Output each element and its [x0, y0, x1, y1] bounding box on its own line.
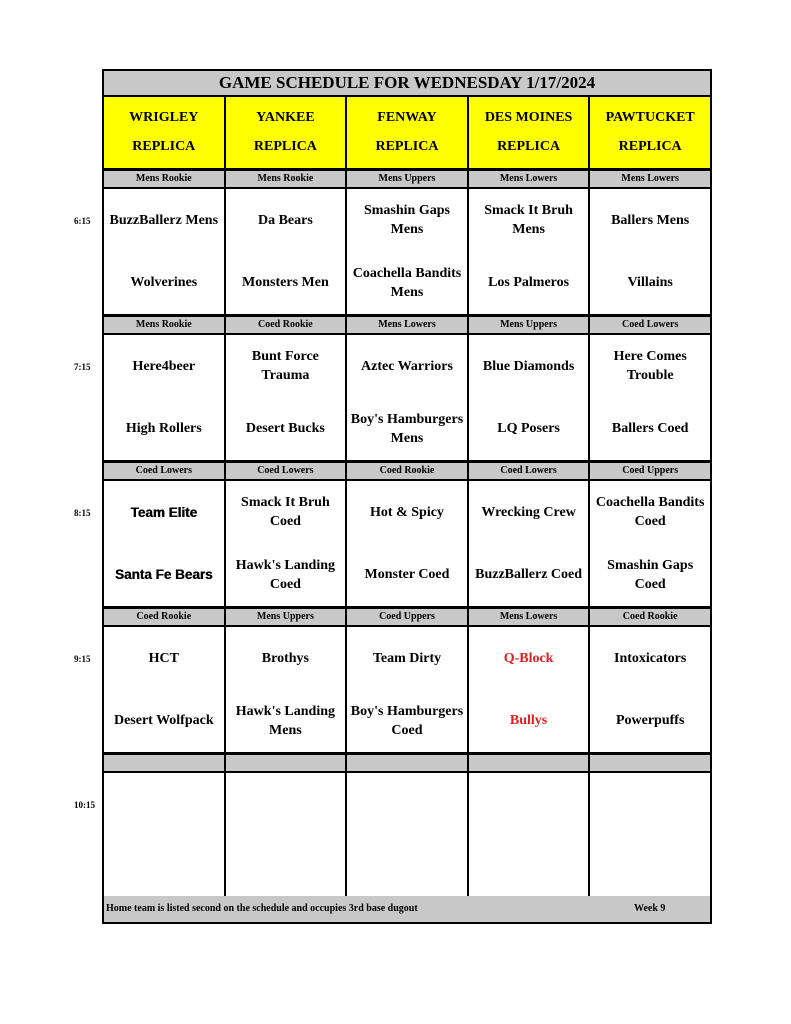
home-team: LQ Posers — [497, 421, 560, 437]
game-cell — [226, 335, 348, 460]
footer-note: Home team is listed second on the schedule and occupies 3rd base dugout — [106, 903, 418, 914]
game-cell — [590, 773, 710, 898]
game-cell — [347, 773, 469, 898]
away-team — [469, 773, 589, 836]
field-name: PAWTUCKET — [605, 109, 695, 125]
home-team: Boy's Hamburgers Mens — [350, 411, 464, 446]
division-row-1015 — [104, 755, 710, 773]
field-yankee — [226, 97, 348, 168]
game-cell — [469, 481, 591, 606]
division-label — [469, 755, 591, 771]
slot-row-615 — [104, 189, 710, 317]
division-label: Mens Uppers — [347, 171, 469, 187]
division-label — [226, 755, 348, 771]
home-team: Coachella Bandits Mens — [352, 265, 462, 300]
division-label: Coed Rookie — [622, 611, 678, 622]
game-cell — [469, 773, 591, 898]
time-label-715: 7:15 — [74, 362, 91, 372]
home-team: Powerpuffs — [615, 713, 685, 729]
division-label: Coed Lowers — [226, 463, 348, 479]
away-team: Hot & Spicy — [370, 504, 444, 520]
field-name: FENWAY — [377, 109, 437, 125]
division-label: Coed Lowers — [621, 319, 679, 330]
game-cell — [347, 189, 469, 314]
division-label: Mens Rookie — [104, 317, 226, 333]
division-label — [104, 755, 226, 771]
game-cell — [226, 189, 348, 314]
game-cell — [347, 627, 469, 752]
division-label: Mens Rookie — [104, 171, 226, 187]
home-team: High Rollers — [125, 421, 202, 437]
division-label: Coed Rookie — [104, 609, 226, 625]
field-name: WRIGLEY — [129, 109, 199, 125]
home-team — [590, 836, 710, 899]
division-label: Coed Lowers — [104, 463, 226, 479]
home-team: Hawk's Landing Coed — [235, 557, 335, 592]
away-team — [104, 773, 224, 836]
field-des-moines — [469, 97, 591, 168]
game-cell — [469, 189, 591, 314]
game-cell — [104, 627, 226, 752]
division-label: Mens Lowers — [469, 171, 591, 187]
home-team: Desert Bucks — [245, 421, 325, 437]
field-wrigley — [104, 97, 226, 168]
home-team: Bullys — [509, 713, 548, 729]
away-team — [226, 773, 346, 836]
home-team — [469, 836, 589, 899]
away-team: Smashin Gaps Mens — [363, 203, 450, 238]
division-label: Coed Lowers — [469, 463, 591, 479]
time-label-815: 8:15 — [74, 508, 91, 518]
division-row-815 — [104, 463, 710, 481]
slot-row-815 — [104, 481, 710, 609]
game-cell — [104, 335, 226, 460]
game-cell — [104, 773, 226, 898]
home-team: Villains — [627, 275, 673, 291]
time-label-915: 9:15 — [74, 654, 91, 664]
time-label-615: 6:15 — [74, 216, 91, 226]
away-team — [590, 773, 710, 836]
game-cell — [469, 627, 591, 752]
game-cell — [590, 335, 710, 460]
away-team: Wrecking Crew — [481, 504, 576, 520]
game-cell — [469, 335, 591, 460]
division-row-915 — [104, 609, 710, 627]
time-label-1015: 10:15 — [74, 800, 95, 810]
field-pawtucket — [590, 97, 710, 168]
away-team: Brothys — [261, 650, 309, 666]
game-cell — [226, 627, 348, 752]
slot-row-715 — [104, 335, 710, 463]
home-team: Smashin Gaps Coed — [607, 557, 694, 592]
home-team: Wolverines — [130, 275, 198, 291]
home-team: Ballers Coed — [611, 421, 689, 437]
home-team — [347, 836, 467, 899]
home-team: Monsters Men — [242, 275, 329, 291]
game-cell — [590, 189, 710, 314]
away-team: HCT — [148, 650, 179, 666]
division-label: Mens Lowers — [347, 317, 469, 333]
game-cell — [347, 335, 469, 460]
away-team: Team Elite — [130, 504, 198, 520]
home-team: Los Palmeros — [488, 275, 570, 291]
game-cell — [226, 481, 348, 606]
away-team: Bunt Force Trauma — [251, 349, 319, 384]
field-header-row — [104, 97, 710, 171]
division-label — [590, 755, 710, 771]
division-label: Mens Uppers — [226, 609, 348, 625]
division-label: Coed Rookie — [226, 317, 348, 333]
week-label: Week 9 — [634, 903, 666, 914]
division-label — [347, 755, 469, 771]
slot-row-915 — [104, 627, 710, 755]
home-team: Monster Coed — [364, 567, 450, 583]
away-team: Here4beer — [132, 358, 196, 374]
field-name: YANKEE — [256, 109, 315, 125]
home-team — [104, 836, 224, 899]
division-row-615 — [104, 171, 710, 189]
division-label: Coed Rookie — [347, 463, 469, 479]
game-cell — [104, 189, 226, 314]
away-team: Ballers Mens — [611, 212, 690, 228]
game-cell — [590, 481, 710, 606]
division-label: Coed Uppers — [622, 465, 679, 476]
home-team: Hawk's Landing Mens — [235, 703, 335, 738]
division-label: Mens Lowers — [469, 609, 591, 625]
field-name: DES MOINES — [484, 109, 573, 125]
away-team: Q-Block — [503, 650, 554, 666]
schedule-sheet — [102, 69, 712, 924]
away-team: Smack It Bruh Coed — [241, 495, 330, 530]
division-label: Mens Uppers — [469, 317, 591, 333]
home-team: BuzzBallerz Coed — [475, 567, 583, 583]
away-team: Coachella Bandits Coed — [595, 495, 705, 530]
home-team: Santa Fe Bears — [115, 567, 213, 583]
schedule-title: GAME SCHEDULE FOR WEDNESDAY 1/17/2024 — [104, 71, 710, 97]
away-team: Smack It Bruh Mens — [484, 203, 573, 238]
home-team: Boy's Hamburgers Coed — [350, 703, 464, 738]
home-team: Desert Wolfpack — [113, 713, 214, 729]
field-subtitle: REPLICA — [253, 139, 317, 155]
field-subtitle: REPLICA — [375, 139, 439, 155]
division-label: Mens Lowers — [621, 173, 679, 184]
game-cell — [347, 481, 469, 606]
away-team: BuzzBallerz Mens — [109, 212, 219, 228]
away-team — [347, 773, 467, 836]
away-team: Intoxicators — [614, 650, 687, 666]
game-cell — [590, 627, 710, 752]
division-row-715 — [104, 317, 710, 335]
division-label: Coed Uppers — [347, 609, 469, 625]
away-team: Blue Diamonds — [482, 358, 575, 374]
home-team — [226, 836, 346, 899]
away-team: Here Comes Trouble — [613, 349, 687, 384]
away-team: Team Dirty — [372, 650, 442, 666]
schedule-footer — [104, 896, 710, 922]
away-team: Da Bears — [257, 212, 313, 228]
field-subtitle: REPLICA — [618, 139, 682, 155]
game-cell — [104, 481, 226, 606]
field-subtitle: REPLICA — [497, 139, 561, 155]
away-team: Aztec Warriors — [361, 358, 453, 374]
field-fenway — [347, 97, 469, 168]
game-cell — [226, 773, 348, 898]
field-subtitle: REPLICA — [132, 139, 196, 155]
division-label: Mens Rookie — [226, 171, 348, 187]
slot-row-1015 — [104, 773, 710, 901]
